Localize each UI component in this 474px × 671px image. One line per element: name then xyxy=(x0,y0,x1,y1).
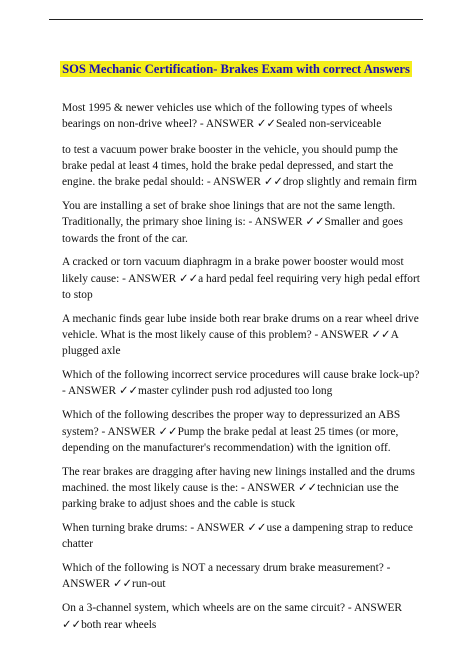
qa-list xyxy=(62,100,424,640)
qa-item-11: On a 3-channel system, which wheels are on the same circuit? - ANSWER ✓✓both rear wheels xyxy=(62,602,403,631)
qa-item-1: Most 1995 & newer vehicles use which of the following types of wheels bearings on non-drive wheel? - ANSWER ✓✓Sealed non-serviceable xyxy=(62,102,393,131)
qa-item-4: A cracked or torn vacuum diaphragm in a brake power booster would most likely cause: - ANSWER ✓✓a hard pedal feel requiring very high pedal effort to stop xyxy=(62,256,420,301)
qa-item-9: When turning brake drums: - ANSWER ✓✓use a dampening strap to reduce chatter xyxy=(62,522,413,551)
document-title xyxy=(49,60,423,78)
qa-item-3: You are installing a set of brake shoe linings that are not the same length. Traditionally, the primary shoe lining is: - ANSWER ✓✓Smaller and goes towards the front of the car. xyxy=(62,199,403,245)
qa-item-6: Which of the following incorrect service procedures will cause brake lock-up? - ANSWER ✓✓master cylinder push rod adjusted too long xyxy=(62,369,420,398)
qa-item-7: Which of the following describes the proper way to depressurized an ABS system? - ANSWER ✓✓Pump the brake pedal at least 25 times (or more, depending on the manufacturer's recommendation) with the ignition off. xyxy=(62,409,401,454)
qa-item-2: to test a vacuum power brake booster in the vehicle, you should pump the brake pedal at least 4 times, hold the brake pedal depressed, and start the engine. the brake pedal should: - ANSWER ✓✓drop slightly and remain firm xyxy=(62,143,418,189)
qa-item-8: The rear brakes are dragging after having new linings installed and the drums machined. the most likely cause is the: - ANSWER ✓✓technician use the parking brake to adjust shoes and the cable is stuck xyxy=(62,465,415,511)
document-title-text: SOS Mechanic Certification- Brakes Exam with correct Answers xyxy=(62,62,410,76)
header-rule xyxy=(49,19,423,20)
qa-item-10: Which of the following is NOT a necessary drum brake measurement? - ANSWER ✓✓run-out xyxy=(62,562,391,591)
qa-item-5: A mechanic finds gear lube inside both rear brake drums on a rear wheel drive vehicle. What is the most likely cause of this problem? - ANSWER ✓✓A plugged axle xyxy=(62,312,419,358)
